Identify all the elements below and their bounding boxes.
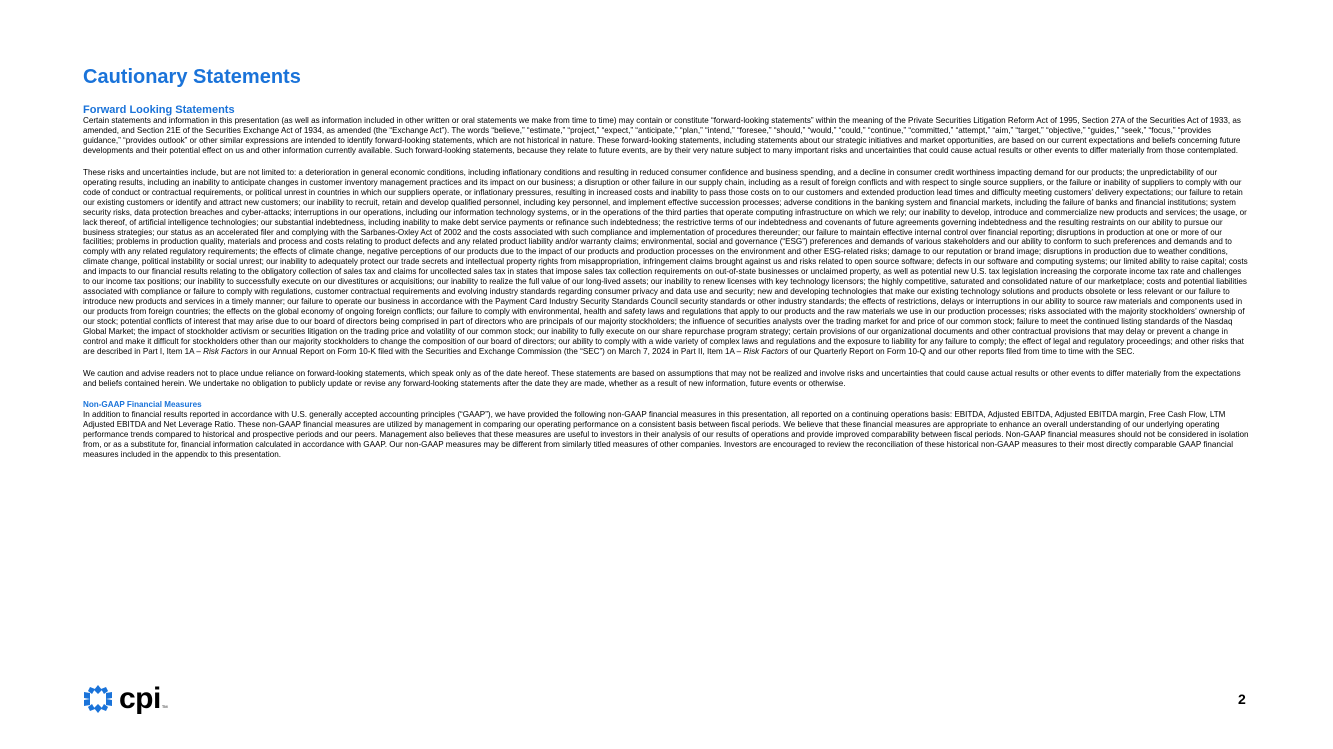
risks-text-end: of our Quarterly Report on Form 10-Q and our other reports filed from time to time with the SEC. <box>788 346 1135 356</box>
risks-paragraph <box>83 168 1249 357</box>
cpi-flower-logo-icon <box>80 683 116 715</box>
cpi-wordmark: cpi <box>119 682 161 715</box>
trademark-mark: TM <box>161 704 168 709</box>
cautionary-content <box>83 104 1249 460</box>
non-gaap-paragraph: In addition to financial results reported in accordance with U.S. generally accepted accounting principles (“GAAP”), we have provided the following non-GAAP financial measures in this presentation, all reported on a continuing operations basis: EBITDA, Adjusted EBITDA, Adjusted EBITDA margin, Free Cash Flow, LTM Adjusted EBITDA and Net Leverage Ratio. These non-GAAP financial measures are utilized by management in comparing our operating performance on a consistent basis between fiscal periods. We believe that these financial measures are appropriate to enhance an overall understanding of our underlying operating performance trends compared to historical and prospective periods and our peers. Management also believes that these measures are useful to investors in their analysis of our results of operations and provide improved comparability between fiscal periods. Non-GAAP financial measures should not be considered in isolation from, or as a substitute for, financial information calculated in accordance with GAAP. Our non-GAAP measures may be different from similarly titled measures of other companies. Investors are encouraged to review the reconciliation of these historical non-GAAP measures to their most directly comparable GAAP financial measures included in the appendix to this presentation. <box>83 409 1249 459</box>
page-number: 2 <box>1238 691 1246 707</box>
risk-factors-italic-1: Risk Factors <box>203 346 249 356</box>
cpi-logo <box>80 683 168 715</box>
risk-factors-italic-2: Risk Factors <box>743 346 789 356</box>
caution-paragraph: We caution and advise readers not to place undue reliance on forward-looking statements, which speak only as of the date hereof. These statements are based on assumptions that may not be realized and involve risks and uncertainties that could cause actual results or other events to differ materially from the expectations and beliefs contained herein. We undertake no obligation to publicly update or revise any forward-looking statements after the date they are made, whether as a result of new information, future events or otherwise. <box>83 368 1241 388</box>
risks-text-mid: in our Annual Report on Form 10-K filed with the Securities and Exchange Commission (the “SEC”) on March 7, 2024 in Part II, Item 1A – <box>248 346 744 356</box>
forward-looking-heading: Forward Looking Statements <box>83 104 235 116</box>
risks-text-main: These risks and uncertainties include, but are not limited to: a deterioration in general economic conditions, including inflationary conditions and resulting in reduced consumer confidence and business spending, and a decline in consumer credit worthiness impacting demand for our products; the unpredictability of our operating results, including an inability to anticipate changes in customer inventory management practices and its impact on our business; a disruption or other failure in our supply chain, including as a result of foreign conflicts and with respect to single source suppliers, or the failure or inability of suppliers to comply with our code of conduct or contractual requirements, or political unrest in countries in which our suppliers operate, or inflationary pressures, resulting in increased costs and inability to pass those costs on to our customers and extended production lead times and difficulty meeting customers’ delivery expectations; our failure to retain our existing customers or identify and attract new customers; our inability to recruit, retain and develop qualified personnel, including key personnel, and implement effective succession processes; adverse conditions in the banking system and financial markets, including the failure of banks and financial institutions; system security risks, data protection breaches and cyber-attacks; interruptions in our operations, including our information technology systems, or in the operations of the third parties that operate computing infrastructure on which we rely; our inability to develop, introduce and commercialize new products and services; the usage, or lack thereof, of artificial intelligence technologies; our substantial indebtedness, including inability to make debt service payments or refinance such indebtedness; the restrictive terms of our indebtedness and covenants of future agreements governing indebtedness and the resulting restraints on our ability to pursue our business strategies; our status as an accelerated filer and complying with the Sarbanes-Oxley Act of 2002 and the costs associated with such compliance and implementation of procedures thereunder; our failure to maintain effective internal control over financial reporting; disruptions in production at one or more of our facilities; problems in production quality, materials and process and costs relating to product defects and any related product liability and/or warranty claims; environmental, social and governance (“ESG”) preferences and demands of various stakeholders and our ability to conform to such preferences and demands and to comply with any related regulatory requirements; the effects of climate change, negative perceptions of our products due to the impact of our products and production processes on the environment and other ESG-related risks; damage to our reputation or brand image; disruptions in production due to weather conditions, climate change, political instability or social unrest; our inability to adequately protect our trade secrets and intellectual property rights from misappropriation, infringement claims brought against us and risks related to open source software; defects in our software and computing systems; our limited ability to raise capital; costs and impacts to our financial results relating to the obligatory collection of sales tax and claims for uncollected sales tax in states that impose sales tax collection requirements on out-of-state businesses or unclaimed property, as well as potential new U.S. tax legislation increasing the corporate income tax rate and challenges to our income tax positions; our inability to successfully execute on our divestitures or acquisitions; our inability to realize the full value of our long-lived assets; our inability to renew licenses with key technology licensors; the highly competitive, saturated and consolidated nature of our marketplace; costs and potential liabilities associated with compliance or failure to comply with regulations, customer contractual requirements and evolving industry standards regarding consumer privacy and data use and security; new and developing technologies that make our existing technology solutions and products obsolete or less relevant or our failure to introduce new products and services in a timely manner; our failure to operate our business in accordance with the Payment Card Industry Security Standards Council security standards or other industry standards; the effects of restrictions, delays or interruptions in our ability to source raw materials and components used in our products from foreign countries; the effects on the global economy of ongoing foreign conflicts; our failure to comply with environmental, health and safety laws and regulations that apply to our products and the raw materials we use in our production processes; risks associated with the majority stockholders’ ownership of our stock; potential conflicts of interest that may arise due to our board of directors being comprised in part of directors who are principals of our majority stockholders; the influence of securities analysts over the trading market for and price of our common stock; failure to meet the continued listing standards of the Nasdaq Global Market; the impact of stockholder activism or securities litigation on the trading price and volatility of our common stock; our inability to fully execute on our share repurchase program strategy; certain provisions of our organizational documents and other contractual provisions that may delay or prevent a change in control and make it difficult for stockholders other than our majority stockholders to change the composition of our board of directors; our ability to comply with a wide variety of complex laws and regulations and the exposure to liability for any failure to comply; the effect of legal and regulatory proceedings; and other risks that are described in Part I, Item 1A – <box>83 167 1248 356</box>
page-title: Cautionary Statements <box>83 66 301 88</box>
non-gaap-heading: Non-GAAP Financial Measures <box>83 399 202 409</box>
forward-looking-paragraph-1: Certain statements and information in this presentation (as well as information included in other written or oral statements we make from time to time) may contain or constitute “forward-looking statements” within the meaning of the Private Securities Litigation Reform Act of 1995, Section 27A of the Securities Act of 1933, as amended, and Section 21E of the Securities Exchange Act of 1934, as amended (the “Exchange Act”). The words “believe,” “estimate,” “project,” “expect,” “anticipate,” “plan,” “intend,” “foresee,” “should,” “would,” “could,” “continue,” “committed,” “attempt,” “aim,” “target,” “objective,” “guides,” “seek,” “focus,” “provides guidance,” “provides outlook” or other similar expressions are intended to identify forward-looking statements, which are not historical in nature. These forward-looking statements, including statements about our strategic initiatives and market opportunities, are based on our current expectations and beliefs concerning future developments and their potential effect on us and other information currently available. Such forward-looking statements, because they relate to future events, are by their very nature subject to many important risks and uncertainties that could cause actual results or other events to differ materially from those contemplated. <box>83 116 1241 155</box>
